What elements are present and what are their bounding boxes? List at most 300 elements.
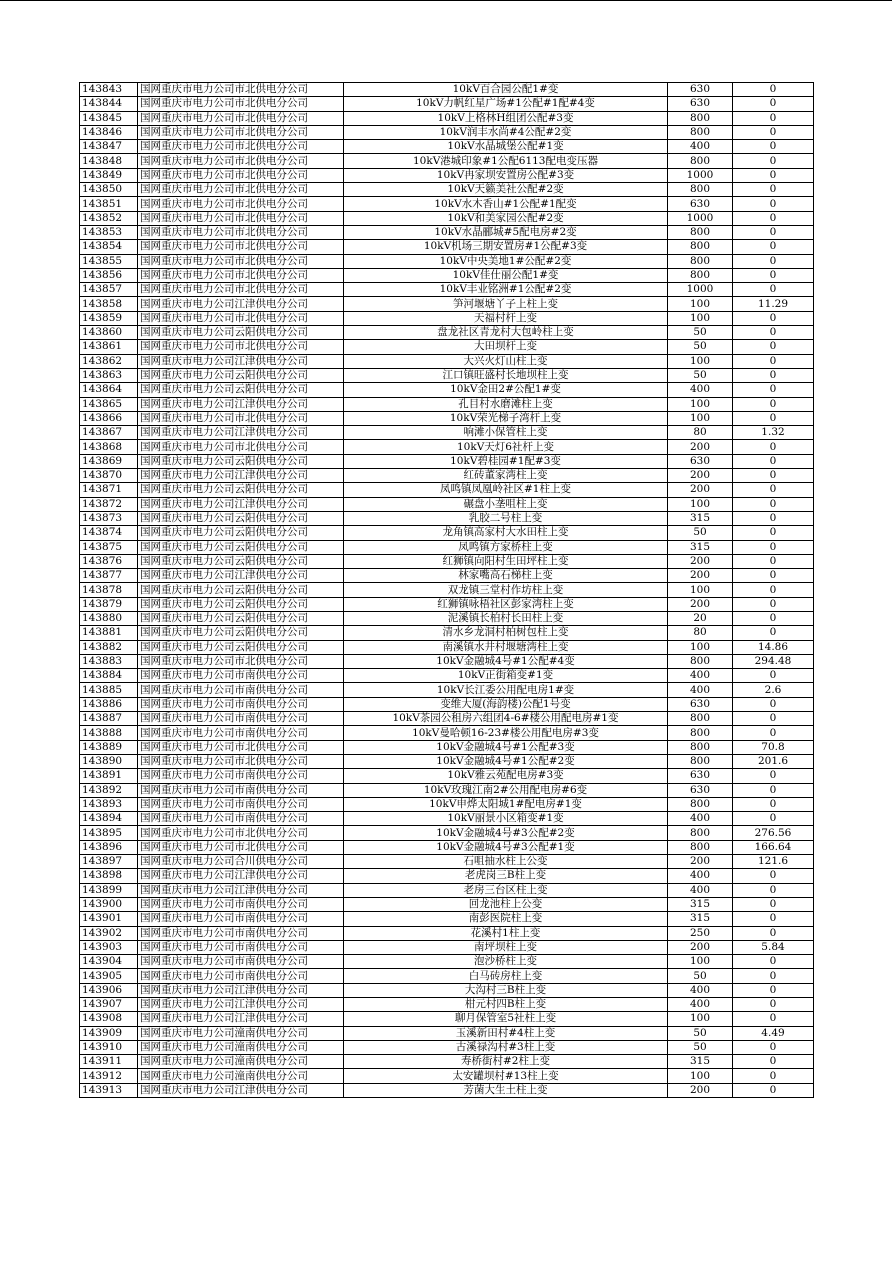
row-id-cell: 143896: [80, 840, 138, 854]
transformer-name-cell: 10kV金融城4号#3公配#2变: [344, 826, 668, 840]
company-cell: 国网重庆市电力公司市南供电分公司: [138, 940, 344, 954]
transformer-name-cell: 变维大厦(海韵楼)公配1号变: [344, 697, 668, 711]
row-id-cell: 143865: [80, 397, 138, 411]
row-id-cell: 143843: [80, 83, 138, 97]
table-row: [80, 640, 814, 654]
company-cell: 国网重庆市电力公司市北供电分公司: [138, 183, 344, 197]
capacity-cell: 400: [668, 998, 733, 1012]
capacity-cell: 800: [668, 240, 733, 254]
value-cell: 0: [733, 797, 814, 811]
table-row: [80, 740, 814, 754]
company-cell: 国网重庆市电力公司江津供电分公司: [138, 297, 344, 311]
value-cell: 0: [733, 926, 814, 940]
company-cell: 国网重庆市电力公司市北供电分公司: [138, 211, 344, 225]
table-body: [80, 83, 814, 1098]
company-cell: 国网重庆市电力公司云阳供电分公司: [138, 626, 344, 640]
value-cell: 0: [733, 712, 814, 726]
transformer-name-cell: 10kV水木香山#1公配#1配变: [344, 197, 668, 211]
company-cell: 国网重庆市电力公司市北供电分公司: [138, 140, 344, 154]
company-cell: 国网重庆市电力公司市南供电分公司: [138, 797, 344, 811]
table-row: [80, 940, 814, 954]
row-id-cell: 143855: [80, 254, 138, 268]
row-id-cell: 143856: [80, 268, 138, 282]
company-cell: 国网重庆市电力公司市北供电分公司: [138, 83, 344, 97]
capacity-cell: 800: [668, 712, 733, 726]
transformer-name-cell: 双龙镇三堂村作坊柱上变: [344, 583, 668, 597]
company-cell: 国网重庆市电力公司市南供电分公司: [138, 683, 344, 697]
company-cell: 国网重庆市电力公司市北供电分公司: [138, 254, 344, 268]
capacity-cell: 800: [668, 111, 733, 125]
row-id-cell: 143879: [80, 597, 138, 611]
transformer-name-cell: 江口镇旺盛村长地坝柱上变: [344, 368, 668, 382]
table-row: [80, 225, 814, 239]
capacity-cell: 80: [668, 426, 733, 440]
table-row: [80, 1040, 814, 1054]
table-row: [80, 254, 814, 268]
row-id-cell: 143876: [80, 554, 138, 568]
capacity-cell: 630: [668, 83, 733, 97]
table-row: [80, 311, 814, 325]
transformer-name-cell: 南彭医院柱上变: [344, 912, 668, 926]
row-id-cell: 143858: [80, 297, 138, 311]
table-row: [80, 411, 814, 425]
company-cell: 国网重庆市电力公司市南供电分公司: [138, 926, 344, 940]
transformer-name-cell: 10kV丽景小区箱变#1变: [344, 812, 668, 826]
capacity-cell: 100: [668, 311, 733, 325]
value-cell: 0: [733, 383, 814, 397]
company-cell: 国网重庆市电力公司市北供电分公司: [138, 411, 344, 425]
table-row: [80, 469, 814, 483]
transformer-name-cell: 柑元村四B柱上变: [344, 998, 668, 1012]
transformer-name-cell: 红狮镇向阳村生田坪柱上变: [344, 554, 668, 568]
table-row: [80, 1012, 814, 1026]
row-id-cell: 143893: [80, 797, 138, 811]
table-row: [80, 111, 814, 125]
row-id-cell: 143902: [80, 926, 138, 940]
capacity-cell: 1000: [668, 168, 733, 182]
table-row: [80, 426, 814, 440]
value-cell: 0: [733, 311, 814, 325]
capacity-cell: 100: [668, 497, 733, 511]
capacity-cell: 800: [668, 740, 733, 754]
transformer-name-cell: 大田坝杆上变: [344, 340, 668, 354]
capacity-cell: 400: [668, 983, 733, 997]
table-row: [80, 97, 814, 111]
capacity-cell: 100: [668, 397, 733, 411]
capacity-cell: 100: [668, 640, 733, 654]
transformer-name-cell: 林家嘴高石梯柱上变: [344, 569, 668, 583]
value-cell: 166.64: [733, 840, 814, 854]
table-row: [80, 726, 814, 740]
table-row: [80, 268, 814, 282]
row-id-cell: 143854: [80, 240, 138, 254]
transformer-name-cell: 清水乡龙洞村柏树包柱上变: [344, 626, 668, 640]
value-cell: 294.48: [733, 654, 814, 668]
row-id-cell: 143866: [80, 411, 138, 425]
value-cell: 0: [733, 669, 814, 683]
transformer-name-cell: 红狮镇咏梧社区彭家湾柱上变: [344, 597, 668, 611]
row-id-cell: 143900: [80, 897, 138, 911]
company-cell: 国网重庆市电力公司江津供电分公司: [138, 983, 344, 997]
row-id-cell: 143868: [80, 440, 138, 454]
table-row: [80, 540, 814, 554]
row-id-cell: 143885: [80, 683, 138, 697]
transformer-name-cell: 石咀抽水柱上公变: [344, 855, 668, 869]
capacity-cell: 100: [668, 354, 733, 368]
capacity-cell: 1000: [668, 283, 733, 297]
value-cell: 2.6: [733, 683, 814, 697]
transformer-name-cell: 白马砖房柱上变: [344, 969, 668, 983]
value-cell: 0: [733, 983, 814, 997]
row-id-cell: 143904: [80, 955, 138, 969]
capacity-cell: 630: [668, 783, 733, 797]
company-cell: 国网重庆市电力公司合川供电分公司: [138, 855, 344, 869]
company-cell: 国网重庆市电力公司市北供电分公司: [138, 840, 344, 854]
table-row: [80, 240, 814, 254]
capacity-cell: 80: [668, 626, 733, 640]
row-id-cell: 143857: [80, 283, 138, 297]
transformer-name-cell: 10kV天籁美社公配#2变: [344, 183, 668, 197]
row-id-cell: 143877: [80, 569, 138, 583]
capacity-cell: 50: [668, 1040, 733, 1054]
value-cell: 0: [733, 469, 814, 483]
value-cell: 0: [733, 1012, 814, 1026]
capacity-cell: 800: [668, 154, 733, 168]
table-row: [80, 983, 814, 997]
value-cell: 0: [733, 97, 814, 111]
company-cell: 国网重庆市电力公司市南供电分公司: [138, 812, 344, 826]
transformer-name-cell: 乳胶二号柱上变: [344, 511, 668, 525]
company-cell: 国网重庆市电力公司市北供电分公司: [138, 268, 344, 282]
capacity-cell: 200: [668, 440, 733, 454]
transformer-name-cell: 10kV天灯6社杆上变: [344, 440, 668, 454]
value-cell: 0: [733, 168, 814, 182]
value-cell: 0: [733, 326, 814, 340]
company-cell: 国网重庆市电力公司江津供电分公司: [138, 354, 344, 368]
table-row: [80, 497, 814, 511]
transformer-name-cell: 老虎岗三B柱上变: [344, 869, 668, 883]
company-cell: 国网重庆市电力公司市南供电分公司: [138, 669, 344, 683]
table-row: [80, 454, 814, 468]
table-row: [80, 83, 814, 97]
transformer-name-cell: 10kV正街箱变#1变: [344, 669, 668, 683]
capacity-cell: 50: [668, 1026, 733, 1040]
capacity-cell: 100: [668, 583, 733, 597]
row-id-cell: 143907: [80, 998, 138, 1012]
company-cell: 国网重庆市电力公司市北供电分公司: [138, 197, 344, 211]
table-row: [80, 383, 814, 397]
row-id-cell: 143846: [80, 125, 138, 139]
table-row: [80, 283, 814, 297]
value-cell: 0: [733, 883, 814, 897]
table-row: [80, 754, 814, 768]
company-cell: 国网重庆市电力公司云阳供电分公司: [138, 368, 344, 382]
transformer-name-cell: 10kV金融城4号#1公配#4变: [344, 654, 668, 668]
company-cell: 国网重庆市电力公司云阳供电分公司: [138, 383, 344, 397]
company-cell: 国网重庆市电力公司市北供电分公司: [138, 168, 344, 182]
value-cell: 0: [733, 225, 814, 239]
row-id-cell: 143860: [80, 326, 138, 340]
transformer-name-cell: 大沟村三B柱上变: [344, 983, 668, 997]
table-row: [80, 154, 814, 168]
value-cell: 0: [733, 912, 814, 926]
capacity-cell: 800: [668, 726, 733, 740]
value-cell: 0: [733, 1040, 814, 1054]
table-row: [80, 354, 814, 368]
row-id-cell: 143886: [80, 697, 138, 711]
table-row: [80, 769, 814, 783]
transformer-name-cell: 10kV玫瑰江南2#公用配电房#6变: [344, 783, 668, 797]
company-cell: 国网重庆市电力公司江津供电分公司: [138, 883, 344, 897]
capacity-cell: 100: [668, 955, 733, 969]
transformer-name-cell: 10kV润丰水尚#4公配#2变: [344, 125, 668, 139]
value-cell: 0: [733, 497, 814, 511]
transformer-name-cell: 玉溪新田村#4柱上变: [344, 1026, 668, 1040]
transformer-name-cell: 芳菌大生土柱上变: [344, 1083, 668, 1097]
table-row: [80, 440, 814, 454]
row-id-cell: 143875: [80, 540, 138, 554]
transformer-name-cell: 南溪镇水井村堰塘湾柱上变: [344, 640, 668, 654]
table-row: [80, 783, 814, 797]
capacity-cell: 800: [668, 268, 733, 282]
company-cell: 国网重庆市电力公司云阳供电分公司: [138, 640, 344, 654]
table-row: [80, 611, 814, 625]
company-cell: 国网重庆市电力公司市南供电分公司: [138, 955, 344, 969]
row-id-cell: 143897: [80, 855, 138, 869]
company-cell: 国网重庆市电力公司潼南供电分公司: [138, 1055, 344, 1069]
table-row: [80, 1055, 814, 1069]
capacity-cell: 100: [668, 411, 733, 425]
row-id-cell: 143863: [80, 368, 138, 382]
company-cell: 国网重庆市电力公司市南供电分公司: [138, 726, 344, 740]
row-id-cell: 143867: [80, 426, 138, 440]
row-id-cell: 143892: [80, 783, 138, 797]
transformer-name-cell: 10kV上格林H组团公配#3变: [344, 111, 668, 125]
table-row: [80, 669, 814, 683]
table-row: [80, 483, 814, 497]
company-cell: 国网重庆市电力公司市北供电分公司: [138, 283, 344, 297]
company-cell: 国网重庆市电力公司云阳供电分公司: [138, 597, 344, 611]
value-cell: 0: [733, 140, 814, 154]
table-row: [80, 211, 814, 225]
capacity-cell: 630: [668, 197, 733, 211]
capacity-cell: 200: [668, 855, 733, 869]
company-cell: 国网重庆市电力公司江津供电分公司: [138, 397, 344, 411]
capacity-cell: 200: [668, 1083, 733, 1097]
table-row: [80, 140, 814, 154]
capacity-cell: 630: [668, 454, 733, 468]
row-id-cell: 143901: [80, 912, 138, 926]
transformer-name-cell: 碾盘小垄咀柱上变: [344, 497, 668, 511]
transformer-name-cell: 10kV港城印象#1公配6113配电变压器: [344, 154, 668, 168]
table-row: [80, 797, 814, 811]
company-cell: 国网重庆市电力公司市南供电分公司: [138, 697, 344, 711]
value-cell: 0: [733, 283, 814, 297]
table-row: [80, 340, 814, 354]
value-cell: 0: [733, 583, 814, 597]
row-id-cell: 143909: [80, 1026, 138, 1040]
capacity-cell: 1000: [668, 211, 733, 225]
company-cell: 国网重庆市电力公司市南供电分公司: [138, 712, 344, 726]
row-id-cell: 143849: [80, 168, 138, 182]
row-id-cell: 143852: [80, 211, 138, 225]
value-cell: 0: [733, 526, 814, 540]
value-cell: 0: [733, 1055, 814, 1069]
value-cell: 0: [733, 569, 814, 583]
row-id-cell: 143850: [80, 183, 138, 197]
table-row: [80, 1026, 814, 1040]
value-cell: 0: [733, 340, 814, 354]
value-cell: 121.6: [733, 855, 814, 869]
transformer-name-cell: 10kV荣光梯子湾杆上变: [344, 411, 668, 425]
row-id-cell: 143870: [80, 469, 138, 483]
row-id-cell: 143864: [80, 383, 138, 397]
transformer-name-cell: 盘龙社区青龙村大包岭柱上变: [344, 326, 668, 340]
transformer-name-cell: 10kV长江委公用配电房1#变: [344, 683, 668, 697]
table-row: [80, 569, 814, 583]
row-id-cell: 143889: [80, 740, 138, 754]
value-cell: 0: [733, 626, 814, 640]
company-cell: 国网重庆市电力公司云阳供电分公司: [138, 554, 344, 568]
capacity-cell: 400: [668, 883, 733, 897]
capacity-cell: 50: [668, 526, 733, 540]
transformer-name-cell: 红砖董家湾柱上变: [344, 469, 668, 483]
company-cell: 国网重庆市电力公司潼南供电分公司: [138, 1040, 344, 1054]
transformer-name-cell: 10kV金田2#公配1#变: [344, 383, 668, 397]
row-id-cell: 143905: [80, 969, 138, 983]
capacity-cell: 200: [668, 469, 733, 483]
capacity-cell: 630: [668, 769, 733, 783]
table-row: [80, 626, 814, 640]
row-id-cell: 143859: [80, 311, 138, 325]
table-row: [80, 1069, 814, 1083]
company-cell: 国网重庆市电力公司市北供电分公司: [138, 97, 344, 111]
transformer-name-cell: 10kV雅云苑配电房#3变: [344, 769, 668, 783]
capacity-cell: 50: [668, 340, 733, 354]
capacity-cell: 400: [668, 812, 733, 826]
row-id-cell: 143894: [80, 812, 138, 826]
transformer-name-cell: 10kV中央美地1#公配#2变: [344, 254, 668, 268]
capacity-cell: 630: [668, 97, 733, 111]
capacity-cell: 50: [668, 368, 733, 382]
page-top-border: [0, 0, 892, 1]
value-cell: 0: [733, 955, 814, 969]
row-id-cell: 143874: [80, 526, 138, 540]
row-id-cell: 143883: [80, 654, 138, 668]
row-id-cell: 143890: [80, 754, 138, 768]
transformer-name-cell: 10kV碧桂园#1配#3变: [344, 454, 668, 468]
value-cell: 0: [733, 783, 814, 797]
table-row: [80, 526, 814, 540]
capacity-cell: 400: [668, 140, 733, 154]
value-cell: 70.8: [733, 740, 814, 754]
capacity-cell: 315: [668, 897, 733, 911]
value-cell: 0: [733, 998, 814, 1012]
transformer-name-cell: 10kV水晶郦城#5配电房#2变: [344, 225, 668, 239]
value-cell: 0: [733, 411, 814, 425]
row-id-cell: 143913: [80, 1083, 138, 1097]
value-cell: 0: [733, 697, 814, 711]
transformer-name-cell: 响滩小保管柱上变: [344, 426, 668, 440]
company-cell: 国网重庆市电力公司市北供电分公司: [138, 754, 344, 768]
row-id-cell: 143851: [80, 197, 138, 211]
row-id-cell: 143847: [80, 140, 138, 154]
company-cell: 国网重庆市电力公司潼南供电分公司: [138, 1069, 344, 1083]
company-cell: 国网重庆市电力公司云阳供电分公司: [138, 583, 344, 597]
company-cell: 国网重庆市电力公司云阳供电分公司: [138, 326, 344, 340]
transformer-name-cell: 凤鸣镇方家桥柱上变: [344, 540, 668, 554]
transformer-name-cell: 10kV机场三期安置房#1公配#3变: [344, 240, 668, 254]
capacity-cell: 200: [668, 569, 733, 583]
company-cell: 国网重庆市电力公司云阳供电分公司: [138, 454, 344, 468]
row-id-cell: 143881: [80, 626, 138, 640]
company-cell: 国网重庆市电力公司江津供电分公司: [138, 569, 344, 583]
row-id-cell: 143872: [80, 497, 138, 511]
company-cell: 国网重庆市电力公司市北供电分公司: [138, 340, 344, 354]
transformer-name-cell: 泥溪镇长柏村长田柱上变: [344, 611, 668, 625]
company-cell: 国网重庆市电力公司市南供电分公司: [138, 769, 344, 783]
value-cell: 0: [733, 483, 814, 497]
transformer-name-cell: 10kV水晶城堡公配#1变: [344, 140, 668, 154]
row-id-cell: 143891: [80, 769, 138, 783]
company-cell: 国网重庆市电力公司市南供电分公司: [138, 897, 344, 911]
row-id-cell: 143903: [80, 940, 138, 954]
value-cell: 201.6: [733, 754, 814, 768]
transformer-name-cell: 10kV百合园公配1#变: [344, 83, 668, 97]
value-cell: 4.49: [733, 1026, 814, 1040]
value-cell: 0: [733, 354, 814, 368]
transformer-name-cell: 10kV申烨太阳城1#配电房#1变: [344, 797, 668, 811]
value-cell: 0: [733, 1069, 814, 1083]
capacity-cell: 400: [668, 383, 733, 397]
value-cell: 0: [733, 1083, 814, 1097]
company-cell: 国网重庆市电力公司江津供电分公司: [138, 497, 344, 511]
row-id-cell: 143884: [80, 669, 138, 683]
row-id-cell: 143888: [80, 726, 138, 740]
company-cell: 国网重庆市电力公司云阳供电分公司: [138, 540, 344, 554]
table-row: [80, 326, 814, 340]
row-id-cell: 143844: [80, 97, 138, 111]
company-cell: 国网重庆市电力公司市南供电分公司: [138, 969, 344, 983]
transformer-name-cell: 10kV金融城4号#3公配#1变: [344, 840, 668, 854]
company-cell: 国网重庆市电力公司市北供电分公司: [138, 225, 344, 239]
company-cell: 国网重庆市电力公司市北供电分公司: [138, 311, 344, 325]
value-cell: 11.29: [733, 297, 814, 311]
row-id-cell: 143910: [80, 1040, 138, 1054]
company-cell: 国网重庆市电力公司江津供电分公司: [138, 469, 344, 483]
transformer-name-cell: 天福村杆上变: [344, 311, 668, 325]
table-row: [80, 897, 814, 911]
transformer-name-cell: 10kV冉家坝安置房公配#3变: [344, 168, 668, 182]
table-row: [80, 826, 814, 840]
company-cell: 国网重庆市电力公司潼南供电分公司: [138, 1026, 344, 1040]
transformer-name-cell: 回龙池柱上公变: [344, 897, 668, 911]
table-row: [80, 883, 814, 897]
value-cell: 0: [733, 183, 814, 197]
transformer-name-cell: 笋河堰塘丫子上柱上变: [344, 297, 668, 311]
value-cell: 0: [733, 554, 814, 568]
table-row: [80, 183, 814, 197]
company-cell: 国网重庆市电力公司江津供电分公司: [138, 1083, 344, 1097]
capacity-cell: 100: [668, 297, 733, 311]
transformer-name-cell: 泡沙桥柱上变: [344, 955, 668, 969]
table-row: [80, 554, 814, 568]
capacity-cell: 315: [668, 511, 733, 525]
company-cell: 国网重庆市电力公司江津供电分公司: [138, 998, 344, 1012]
value-cell: 0: [733, 611, 814, 625]
capacity-cell: 800: [668, 826, 733, 840]
table-row: [80, 955, 814, 969]
